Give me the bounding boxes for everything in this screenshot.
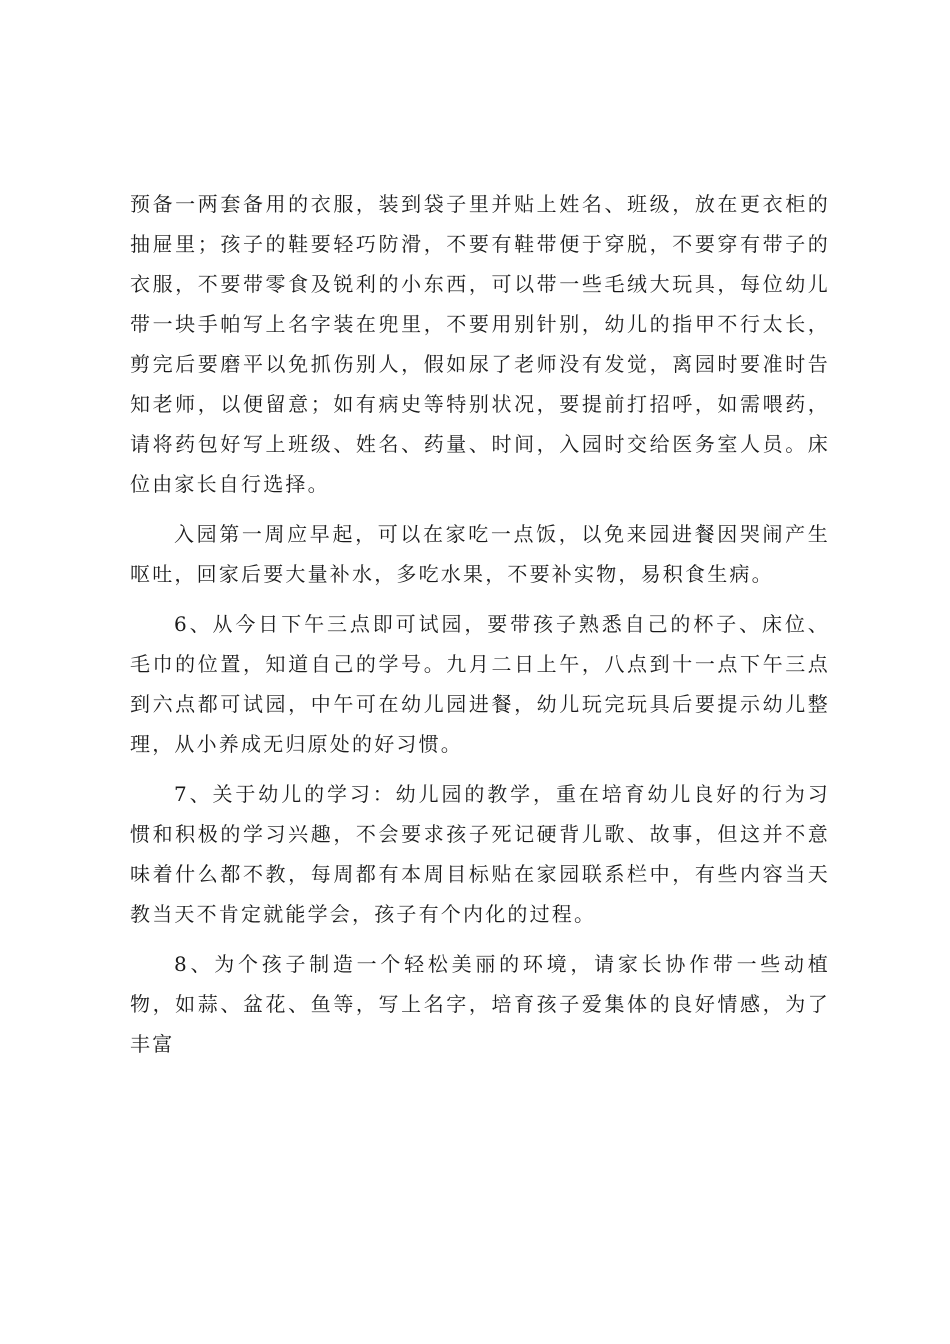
paragraph-5: 8、为个孩子制造一个轻松美丽的环境，请家长协作带一些动植物，如蒜、盆花、鱼等，写上名字，培育孩子爱集体的良好情感，为了丰富 [130,952,830,1056]
paragraph-2: 入园第一周应早起，可以在家吃一点饭，以免来园进餐因哭闹产生呕吐，回家后要大量补水，多吃水果，不要补实物，易积食生病。 [130,522,830,586]
paragraph-4: 7、关于幼儿的学习：幼儿园的教学，重在培育幼儿良好的行为习惯和积极的学习兴趣，不会要求孩子死记硬背儿歌、故事，但这并不意味着什么都不教，每周都有本周目标贴在家园联系栏中，有些内容当天教当天不肯定就能学会，孩子有个内化的过程。 [130,782,830,926]
paragraph-3: 6、从今日下午三点即可试园，要带孩子熟悉自己的杯子、床位、毛巾的位置，知道自己的学号。九月二日上午，八点到十一点下午三点到六点都可试园，中午可在幼儿园进餐，幼儿玩完玩具后要提示幼儿整理，从小养成无归原处的好习惯。 [130,612,830,756]
paragraph-1: 预备一两套备用的衣服，装到袋子里并贴上姓名、班级，放在更衣柜的抽屉里；孩子的鞋要轻巧防滑，不要有鞋带便于穿脱，不要穿有带子的衣服，不要带零食及锐利的小东西，可以带一些毛绒大玩具，每位幼儿带一块手帕写上名字装在兜里，不要用别针别，幼儿的指甲不行太长，剪完后要磨平以免抓伤别人，假如尿了老师没有发觉，离园时要准时告知老师，以便留意；如有病史等特别状况，要提前打招呼，如需喂药，请将药包好写上班级、姓名、药量、时间，入园时交给医务室人员。床位由家长自行选择。 [130,192,830,496]
document-body [130,184,830,1064]
